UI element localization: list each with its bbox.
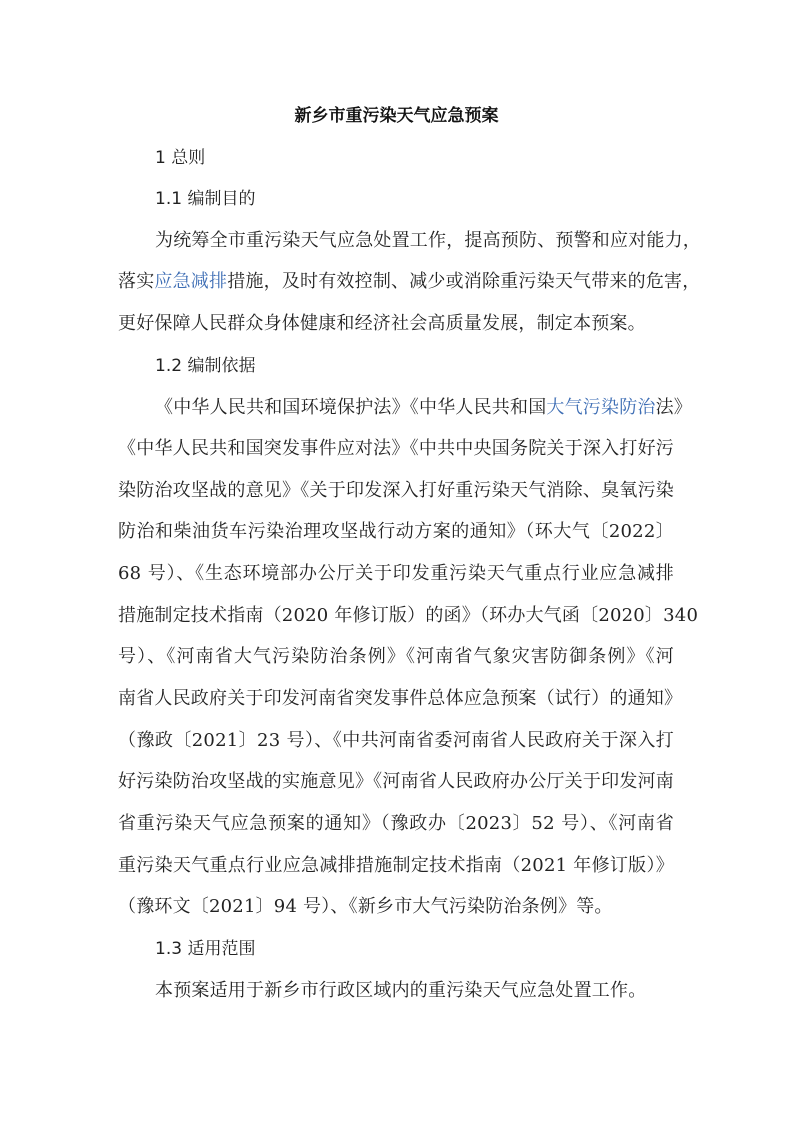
link-air-pollution-prevention[interactable]: 大气污染防治: [546, 397, 656, 418]
paragraph-text: 《中华人民共和国环境保护法》《中华人民共和国: [155, 397, 547, 418]
scope-line-1: [155, 977, 674, 1005]
basis-line-4: [118, 518, 674, 546]
basis-line-3: [118, 477, 674, 505]
paragraph-text: 措施，及时有效控制、减少或消除重污染天气带来的危害，: [227, 271, 701, 292]
link-emergency-emission-reduction[interactable]: 应急减排: [154, 271, 228, 292]
basis-line-1: [155, 394, 693, 422]
paragraph-text: 本预案适用于新乡市行政区域内的重污染天气应急处置工作。: [155, 980, 647, 1001]
section-heading-1-1: 1.1 编制目的: [155, 189, 256, 209]
paragraph-text: 《中华人民共和国突发事件应对法》《中共中央国务院关于深入打好污: [118, 438, 674, 459]
basis-line-2: [118, 435, 674, 463]
purpose-line-2: [118, 268, 701, 296]
basis-line-8: [118, 685, 683, 713]
paragraph-text: 好污染防治攻坚战的实施意见》《河南省人民政府办公厅关于印发河南: [118, 771, 674, 792]
basis-line-12: [118, 852, 674, 880]
paragraph-text: 防治和柴油货车污染治理攻坚战行动方案的通知》（环大气〔2022〕: [118, 521, 674, 542]
basis-line-7: [118, 643, 674, 671]
document-title: 新乡市重污染天气应急预案: [294, 106, 499, 126]
paragraph-text: 重污染天气重点行业应急减排措施制定技术指南（2021 年修订版）》: [118, 855, 674, 876]
paragraph-text: 染防治攻坚战的意见》《关于印发深入打好重污染天气消除、臭氧污染: [118, 480, 674, 501]
paragraph-text: （豫政〔2021〕23 号）、《中共河南省委河南省人民政府关于深入打: [118, 730, 674, 751]
section-heading-1-2: 1.2 编制依据: [155, 356, 256, 376]
basis-line-11: [118, 810, 674, 838]
paragraph-text: 68 号）、《生态环境部办公厅关于印发重污染天气重点行业应急减排: [118, 563, 674, 584]
paragraph-text: 更好保障人民群众身体健康和经济社会高质量发展，制定本预案。: [118, 313, 646, 334]
paragraph-text: 省重污染天气应急预案的通知》（豫政办〔2023〕52 号）、《河南省: [118, 813, 674, 834]
paragraph-text: 措施制定技术指南（2020 年修订版）的函》（环办大气函〔2020〕340: [118, 605, 699, 626]
paragraph-text: 落实: [118, 271, 155, 292]
paragraph-text: 法》: [655, 397, 693, 418]
paragraph-text: 号）、《河南省大气污染防治条例》《河南省气象灾害防御条例》《河: [118, 646, 674, 667]
paragraph-text: 南省人民政府关于印发河南省突发事件总体应急预案（试行）的通知》: [118, 688, 683, 709]
section-heading-1: 1 总则: [155, 148, 206, 168]
basis-line-13: [118, 893, 674, 921]
paragraph-text: 为统筹全市重污染天气应急处置工作，提高预防、预警和应对能力，: [155, 230, 701, 251]
basis-line-10: [118, 768, 674, 796]
basis-line-9: [118, 727, 674, 755]
basis-line-6: [118, 602, 699, 630]
purpose-line-1: [155, 227, 701, 255]
paragraph-text: （豫环文〔2021〕94 号）、《新乡市大气污染防治条例》等。: [118, 896, 613, 917]
basis-line-5: [118, 560, 674, 588]
section-heading-1-3: 1.3 适用范围: [155, 939, 256, 959]
purpose-line-3: [118, 310, 674, 338]
